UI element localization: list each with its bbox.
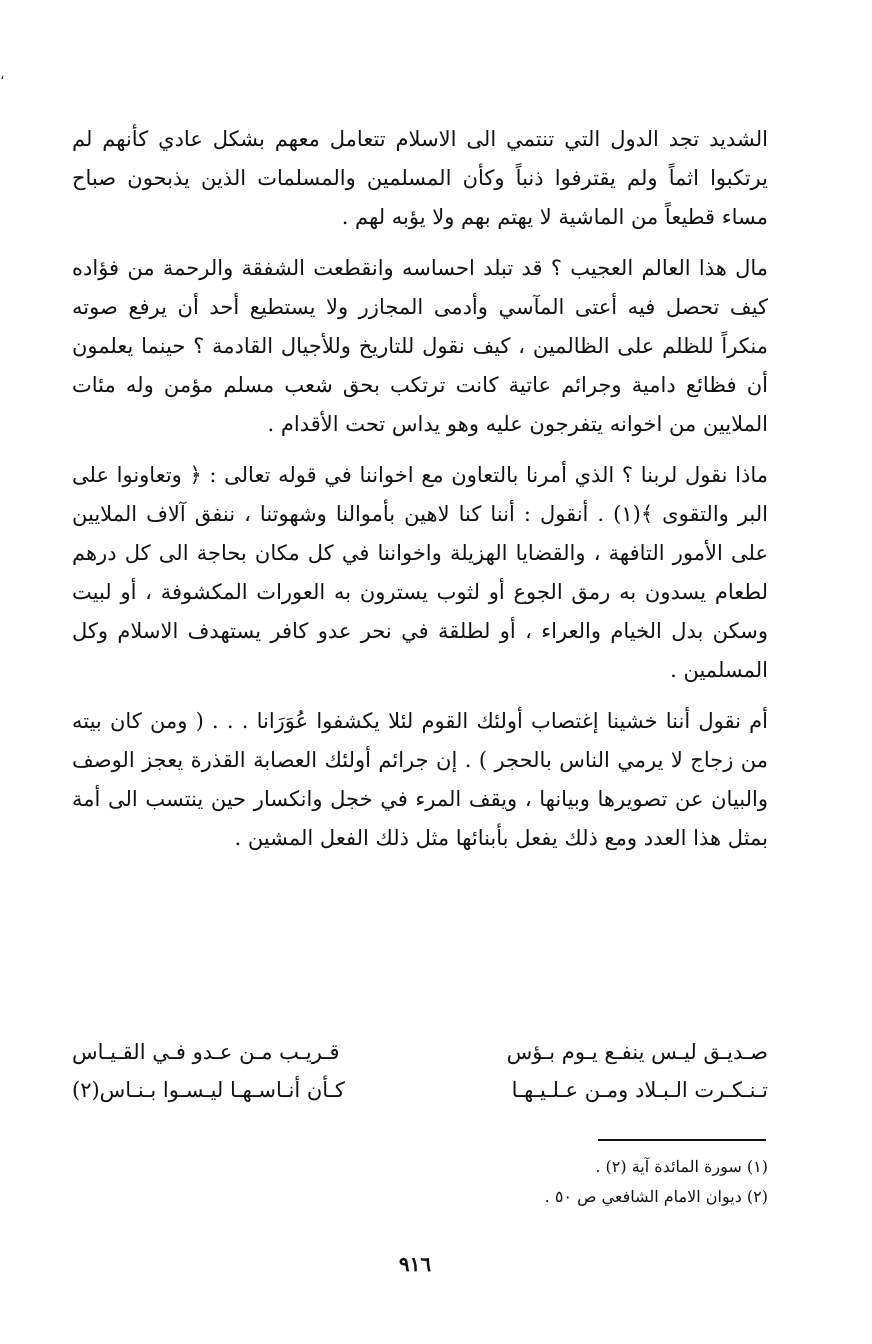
verse-second-hemistich: قـريـب مـن عـدو فـي القـيـاس [72, 1040, 340, 1064]
verse [72, 1033, 768, 1071]
main-text [72, 120, 768, 870]
page-number: ٩١٦ [398, 1252, 432, 1276]
paragraph: مال هذا العالم العجيب ؟ قد تبلد احساسه وانقطعت الشفقة والرحمة من فؤاده كيف تحصل فيه أعتى المآسي وأدمى المجازر ولا يستطيع أحد أن يرفع صوته منكراً للظلم على الظالمين ، كيف نقول للتاريخ وللأجيال القادمة ؟ حينما يعلمون أن فظائع دامية وجرائم عاتية كانت ترتكب بحق شعب مسلم مؤمن وله مئات الملايين من اخوانه يتفرجون عليه وهو يداس تحت الأقدام . [72, 256, 768, 436]
footnote-separator [598, 1139, 766, 1141]
stray-mark: ، [0, 67, 5, 83]
footnote: (١) سورة المائدة آية (٢) . [595, 1157, 768, 1176]
verse [72, 1071, 768, 1109]
verse-first-hemistich: تـنـكـرت الـبـلاد ومـن عـلـيـهـا [511, 1078, 768, 1102]
footnotes [400, 1152, 768, 1212]
verse-second-hemistich: كـأن أنـاسـهـا ليـسـوا بـنـاس(٢) [72, 1078, 345, 1102]
footnote: (٢) ديوان الامام الشافعي ص ٥٠ . [544, 1187, 768, 1206]
paragraph: ماذا نقول لربنا ؟ الذي أمرنا بالتعاون مع اخواننا في قوله تعالى : ﴿ وتعاونوا على البر والتقوى ﴾(١) . أنقول : أننا كنا لاهين بأموالنا وشهوتنا ، ننفق آلاف الملايين على الأمور التافهة ، والقضايا الهزيلة واخواننا في كل مكان بحاجة الى كل درهم لطعام يسدون به رمق الجوع أو لثوب يسترون به العورات المكشوفة ، أو لبيت وسكن بدل الخيام والعراء ، أو لطلقة في نحر عدو كافر يستهدف الاسلام وكل المسلمين . [72, 463, 768, 682]
poem-verses [72, 1033, 768, 1109]
paragraph: أم نقول أننا خشينا إغتصاب أولئك القوم لئلا يكشفوا عُوَرَانا . . . ( ومن كان بيته من زجاج لا يرمي الناس بالحجر ) . إن جرائم أولئك العصابة القذرة يعجز الوصف والبيان عن تصويرها وبيانها ، ويقف المرء في خجل وانكسار حين ينتسب الى أمة بمثل هذا العدد ومع ذلك يفعل بأبنائها مثل ذلك الفعل المشين . [72, 709, 768, 850]
verse-first-hemistich: صـديـق ليـس ينفـع يـوم بـؤس [506, 1040, 768, 1064]
paragraph: الشديد تجد الدول التي تنتمي الى الاسلام تتعامل معهم بشكل عادي كأنهم لم يرتكبوا اثماً ولم يقترفوا ذنباً وكأن المسلمين والمسلمات الذين يذبحون صباح مساء قطيعاً من الماشية لا يهتم بهم ولا يؤبه لهم . [72, 127, 768, 229]
